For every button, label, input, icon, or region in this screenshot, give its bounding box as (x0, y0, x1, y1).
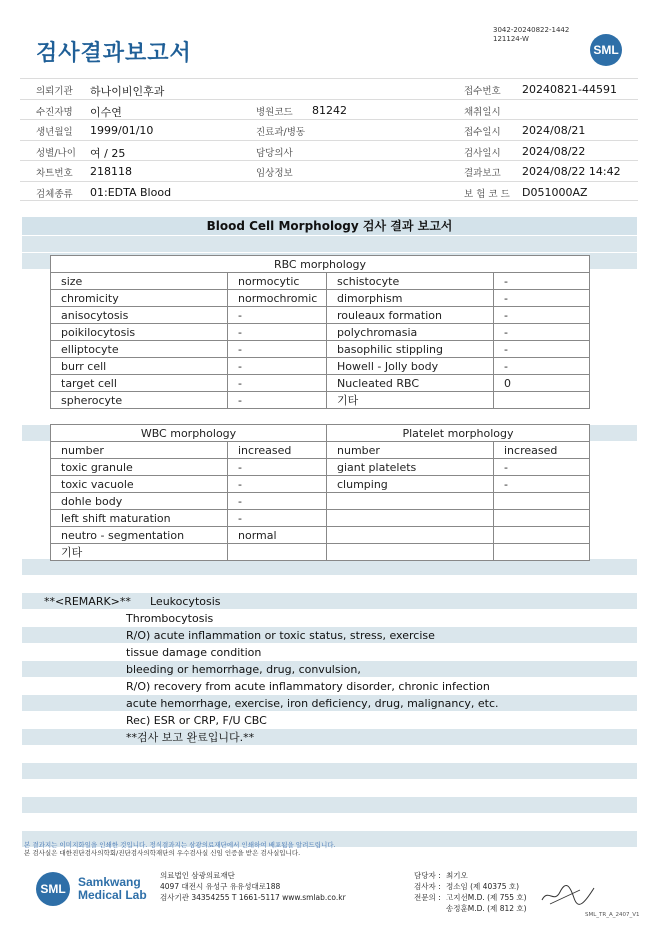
patient-info-label: 결과보고 (464, 168, 501, 179)
staff-name: 송정훈M.D. (제 812 호) (446, 904, 527, 913)
patient-info-label: 진료과/병동 (256, 127, 306, 138)
patient-info-value: 81242 (312, 103, 347, 117)
notice-accreditation: 본 검사실은 대한진단검사의학회/진단검사의학재단의 우수검사실 신임 인증을 받은 검사실입니다. (24, 849, 301, 857)
footer-staff (414, 870, 527, 914)
patient-info-row (20, 99, 638, 120)
morphology-item: dimorphism (327, 290, 494, 307)
morphology-item: giant platelets (327, 459, 494, 476)
morphology-item: target cell (51, 375, 228, 392)
morphology-item: anisocytosis (51, 307, 228, 324)
morphology-item: spherocyte (51, 392, 228, 409)
footer-contact: 검사기관 34354255 T 1661-5117 www.smlab.co.kr (160, 893, 346, 902)
morphology-result: - (228, 358, 327, 375)
patient-info-label: 담당의사 (256, 147, 293, 159)
staff-name: 고지선M.D. (제 755 호) (446, 893, 527, 902)
morphology-result: - (228, 324, 327, 341)
patient-info-row (20, 78, 638, 99)
morphology-result: - (228, 476, 327, 493)
form-code: SML_TR_A_2407_V1 (585, 912, 640, 918)
staff-row (414, 870, 527, 881)
morphology-item: size (51, 273, 228, 290)
notice-image-copy: 본 결과지는 이미지화일을 인쇄한 것입니다. 정식결과지는 삼광의료재단에서 인쇄하여 배포됨을 알려드립니다. (24, 841, 336, 849)
morphology-item: 기타 (51, 544, 228, 561)
morphology-result: - (494, 307, 590, 324)
patient-info-value: 01:EDTA Blood (90, 185, 172, 199)
morphology-result: - (494, 358, 590, 375)
staff-name: 정소임 (제 40375 호) (446, 882, 520, 891)
patient-info-value: D051000AZ (522, 185, 588, 199)
patient-info-label: 보 험 코 드 (464, 188, 510, 200)
staff-row (414, 892, 527, 903)
table-row (51, 290, 590, 307)
footer-address (160, 870, 346, 903)
remark-label: **<REMARK>** (44, 595, 131, 608)
patient-info-row (20, 119, 638, 140)
remark-line: Leukocytosis (150, 595, 221, 608)
patient-info-label: 병원코드 (256, 106, 293, 118)
patient-info-value: 이수연 (90, 105, 122, 119)
row-band (22, 559, 637, 575)
patient-info-label: 검체종류 (36, 188, 73, 200)
morphology-result: - (494, 341, 590, 358)
remark-line: R/O) recovery from acute inflammatory disorder, chronic infection (126, 680, 490, 693)
footer-brand-name (78, 876, 147, 902)
morphology-result: increased (494, 442, 590, 459)
morphology-item (327, 493, 494, 510)
footer-brand-line2: Medical Lab (78, 888, 147, 902)
morphology-item: basophilic stippling (327, 341, 494, 358)
morphology-result: - (228, 341, 327, 358)
table-row (51, 544, 590, 561)
patient-info-value: 하나이비인후과 (90, 85, 165, 98)
signature-icon (540, 882, 596, 908)
document-code (493, 26, 569, 44)
remark-line: acute hemorrhage, exercise, iron deficiency, drug, malignancy, etc. (126, 697, 499, 710)
patient-info-label: 접수번호 (464, 86, 501, 97)
table-row (51, 358, 590, 375)
morphology-result: normocytic (228, 273, 327, 290)
morphology-item: burr cell (51, 358, 228, 375)
report-title: Blood Cell Morphology 검사 결과 보고서 (22, 217, 637, 235)
table-row (51, 510, 590, 527)
morphology-result: - (228, 459, 327, 476)
morphology-item: elliptocyte (51, 341, 228, 358)
patient-info-row (20, 181, 638, 202)
morphology-result: - (228, 510, 327, 527)
morphology-item: polychromasia (327, 324, 494, 341)
patient-info-value: 여 / 25 (90, 146, 126, 160)
morphology-result (228, 544, 327, 561)
morphology-result: normal (228, 527, 327, 544)
staff-row (414, 881, 527, 892)
wbc-platelet-morphology-table (50, 424, 590, 561)
patient-info-label: 수진자명 (36, 106, 73, 118)
patient-info-label: 검사일시 (464, 147, 501, 159)
patient-info-label: 접수일시 (464, 127, 501, 138)
row-band (22, 763, 637, 779)
patient-info-row (20, 140, 638, 161)
staff-role: 검사자 : (414, 882, 441, 891)
table-row (51, 476, 590, 493)
table-row (51, 493, 590, 510)
morphology-result: increased (228, 442, 327, 459)
patient-info-label: 생년월일 (36, 127, 73, 138)
document-code-line2: 121124-W (493, 35, 529, 43)
morphology-item: left shift maturation (51, 510, 228, 527)
morphology-item: clumping (327, 476, 494, 493)
morphology-result: - (228, 307, 327, 324)
morphology-result: - (228, 375, 327, 392)
morphology-result (494, 527, 590, 544)
patient-info-value: 218118 (90, 165, 132, 178)
morphology-item: Nucleated RBC (327, 375, 494, 392)
morphology-item: number (327, 442, 494, 459)
patient-info-label: 의뢰기관 (36, 86, 73, 97)
table-row (51, 392, 590, 409)
morphology-result (494, 493, 590, 510)
morphology-result: normochromic (228, 290, 327, 307)
staff-role: 전문의 : (414, 893, 441, 902)
staff-row (414, 903, 527, 914)
row-band (22, 797, 637, 813)
table-row (51, 442, 590, 459)
table-row (51, 324, 590, 341)
patient-info-label: 차트번호 (36, 168, 73, 179)
patient-info-row (20, 160, 638, 181)
morphology-item: rouleaux formation (327, 307, 494, 324)
morphology-result: - (494, 459, 590, 476)
morphology-item (327, 510, 494, 527)
morphology-item: Howell - Jolly body (327, 358, 494, 375)
remark-line: tissue damage condition (126, 646, 262, 659)
patient-info-label: 채취일시 (464, 106, 501, 118)
wbc-morphology-header: WBC morphology (51, 425, 327, 442)
table-row (51, 375, 590, 392)
patient-info-label: 임상정보 (256, 168, 293, 179)
table-row (51, 307, 590, 324)
morphology-item: poikilocytosis (51, 324, 228, 341)
morphology-item: chromicity (51, 290, 228, 307)
document-code-line1: 3042-20240822-1442 (493, 26, 570, 34)
morphology-result: - (228, 493, 327, 510)
footer-street: 4097 대전시 유성구 유유성대로188 (160, 882, 281, 891)
page-title: 검사결과보고서 (36, 41, 192, 66)
morphology-result: - (228, 392, 327, 409)
remark-line: **검사 보고 완료입니다.** (126, 731, 255, 744)
morphology-item: number (51, 442, 228, 459)
morphology-item: dohle body (51, 493, 228, 510)
morphology-item: schistocyte (327, 273, 494, 290)
morphology-result: - (494, 476, 590, 493)
patient-info-label: 성별/나이 (36, 147, 76, 159)
table-row (51, 527, 590, 544)
morphology-result (494, 392, 590, 409)
morphology-item: 기타 (327, 392, 494, 409)
patient-info-section (20, 78, 638, 201)
morphology-result: 0 (494, 375, 590, 392)
row-band (22, 236, 637, 252)
morphology-result: - (494, 290, 590, 307)
morphology-item (327, 527, 494, 544)
patient-info-value: 1999/01/10 (90, 124, 154, 137)
notice (24, 841, 336, 857)
morphology-item: neutro - segmentation (51, 527, 228, 544)
patient-info-value: 2024/08/21 (522, 124, 586, 137)
staff-name: 최기오 (446, 871, 468, 880)
morphology-result: - (494, 273, 590, 290)
remark-line: R/O) acute inflammation or toxic status, stress, exercise (126, 629, 435, 642)
footer-sml-logo: SML (36, 872, 70, 906)
rbc-morphology-table (50, 255, 590, 409)
remark-line: Thrombocytosis (126, 612, 214, 625)
patient-info-value: 20240821-44591 (522, 83, 617, 96)
rbc-morphology-header: RBC morphology (51, 256, 590, 273)
morphology-result (494, 544, 590, 561)
remark-line: bleeding or hemorrhage, drug, convulsion, (126, 663, 361, 676)
patient-info-value: 2024/08/22 (522, 144, 586, 158)
table-row (51, 273, 590, 290)
morphology-item (327, 544, 494, 561)
platelet-morphology-header: Platelet morphology (327, 425, 590, 442)
morphology-item: toxic granule (51, 459, 228, 476)
footer-brand-line1: Samkwang (78, 875, 141, 889)
morphology-result: - (494, 324, 590, 341)
remark-line: Rec) ESR or CRP, F/U CBC (126, 714, 267, 727)
footer-org-name: 의료법인 삼광의료재단 (160, 871, 235, 880)
patient-info-value: 2024/08/22 14:42 (522, 165, 621, 178)
morphology-item: toxic vacuole (51, 476, 228, 493)
table-row (51, 341, 590, 358)
sml-logo: SML (590, 34, 622, 66)
staff-role: 담당자 : (414, 871, 441, 880)
morphology-result (494, 510, 590, 527)
table-row (51, 459, 590, 476)
remark-lines (126, 593, 499, 746)
